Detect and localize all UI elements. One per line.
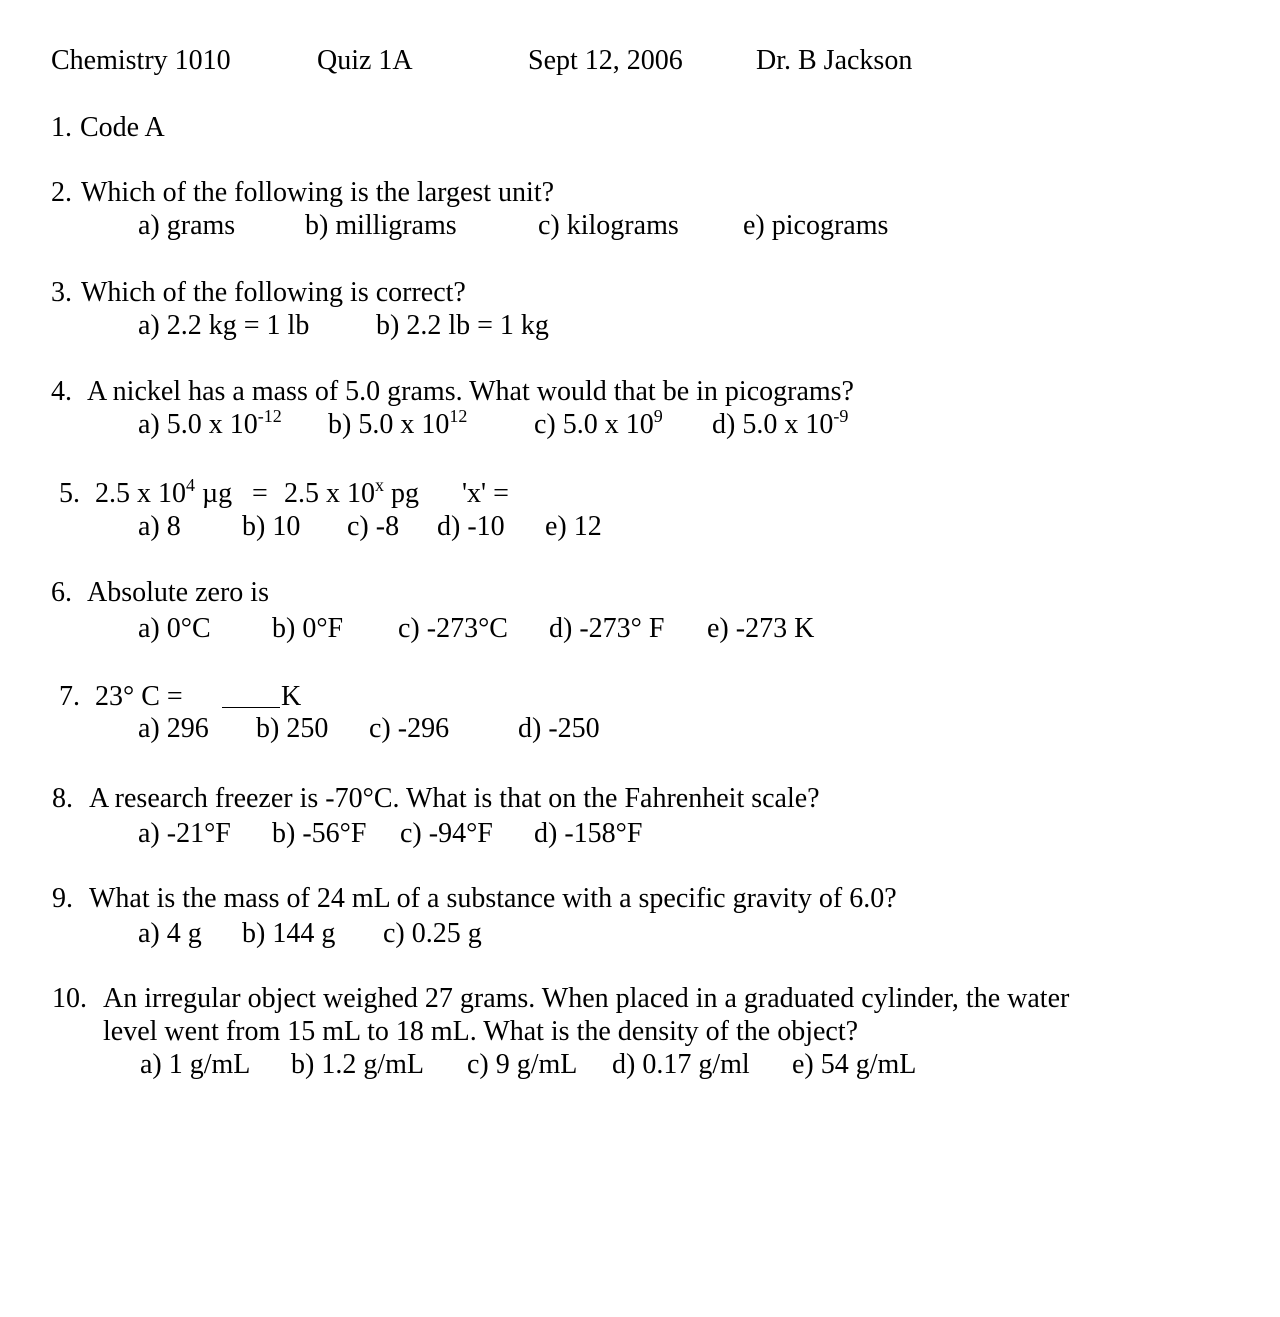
equation-lhs: 2.5 x $10^4$ µg: [95, 475, 233, 509]
unknown-variable: 'x' =: [462, 478, 509, 509]
answer-option: a) grams: [138, 210, 236, 241]
answer-option: a) 2.2 kg = 1 lb: [138, 310, 310, 341]
question-text: A research freezer is -70°C. What is that on the Fahrenheit scale?: [89, 783, 820, 814]
question-text: Which of the following is the largest unit?: [81, 177, 555, 208]
answer-option: a) 0°C: [138, 613, 211, 644]
question-number: 6.: [51, 577, 72, 608]
equals-sign: =: [252, 478, 268, 509]
quiz-name: Quiz 1A: [317, 45, 413, 76]
question-number: 4.: [51, 376, 72, 407]
answer-option: d) 5.0 x $10^{-9}$: [712, 406, 849, 440]
answer-option: b) 250: [256, 713, 329, 744]
answer-option: c) -8: [347, 511, 400, 542]
answer-option: a) 4 g: [138, 918, 202, 949]
question-number: 5.: [59, 478, 80, 509]
answer-option: d) -10: [437, 511, 505, 542]
answer-option: e) picograms: [743, 210, 889, 241]
answer-option: d) -250: [518, 713, 600, 744]
answer-option: b) 144 g: [242, 918, 336, 949]
course-title: Chemistry 1010: [51, 45, 231, 76]
answer-option: a) -21°F: [138, 818, 231, 849]
answer-option: e) -273 K: [707, 613, 815, 644]
question-number: 9.: [52, 883, 73, 914]
answer-option: b) 2.2 lb = 1 kg: [376, 310, 549, 341]
answer-option: d) -158°F: [534, 818, 643, 849]
question-number: 7.: [59, 681, 80, 712]
question-text-continued: level went from 15 mL to 18 mL. What is the density of the object?: [103, 1016, 859, 1047]
answer-option: c) 0.25 g: [383, 918, 482, 949]
question-number: 3.: [51, 277, 72, 308]
answer-option: b) -56°F: [272, 818, 367, 849]
answer-option: e) 54 g/mL: [792, 1049, 917, 1080]
answer-blank: [222, 680, 280, 713]
answer-option: d) 0.17 g/ml: [612, 1049, 750, 1080]
quiz-date: Sept 12, 2006: [528, 45, 683, 76]
question-number: 8.: [52, 783, 73, 814]
equation-rhs: 2.5 x 10$^x$ pg: [284, 475, 419, 509]
unit-label: K: [281, 681, 302, 712]
answer-option: c) 5.0 x $10^9$: [534, 406, 663, 440]
question-number: 2.: [51, 177, 72, 208]
answer-option: b) 1.2 g/mL: [291, 1049, 424, 1080]
answer-option: c) -273°C: [398, 613, 508, 644]
answer-option: b) 10: [242, 511, 301, 542]
question-text: Absolute zero is: [87, 577, 269, 608]
answer-option: a) 5.0 x $10^{-12}$: [138, 406, 282, 440]
answer-option: c) -296: [369, 713, 450, 744]
question-text: Code A: [80, 112, 165, 143]
answer-option: b) 0°F: [272, 613, 344, 644]
question-text: A nickel has a mass of 5.0 grams. What would that be in picograms?: [87, 376, 854, 407]
question-number: 1.: [51, 112, 72, 143]
question-text: What is the mass of 24 mL of a substance with a specific gravity of 6.0?: [89, 883, 897, 914]
answer-option: e) 12: [545, 511, 602, 542]
answer-option: c) 9 g/mL: [467, 1049, 578, 1080]
answer-option: a) 8: [138, 511, 181, 542]
answer-option: a) 296: [138, 713, 209, 744]
answer-option: b) milligrams: [305, 210, 457, 241]
answer-option: b) 5.0 x $10^{12}$: [328, 406, 468, 440]
instructor-name: Dr. B Jackson: [756, 45, 913, 76]
question-text: Which of the following is correct?: [81, 277, 466, 308]
answer-option: a) 1 g/mL: [140, 1049, 251, 1080]
answer-option: c) -94°F: [400, 818, 493, 849]
answer-option: c) kilograms: [538, 210, 679, 241]
question-text: An irregular object weighed 27 grams. When placed in a graduated cylinder, the water: [103, 983, 1070, 1014]
equation-lhs: 23° C =: [95, 681, 183, 712]
answer-option: d) -273° F: [549, 613, 665, 644]
question-number: 10.: [52, 983, 87, 1014]
